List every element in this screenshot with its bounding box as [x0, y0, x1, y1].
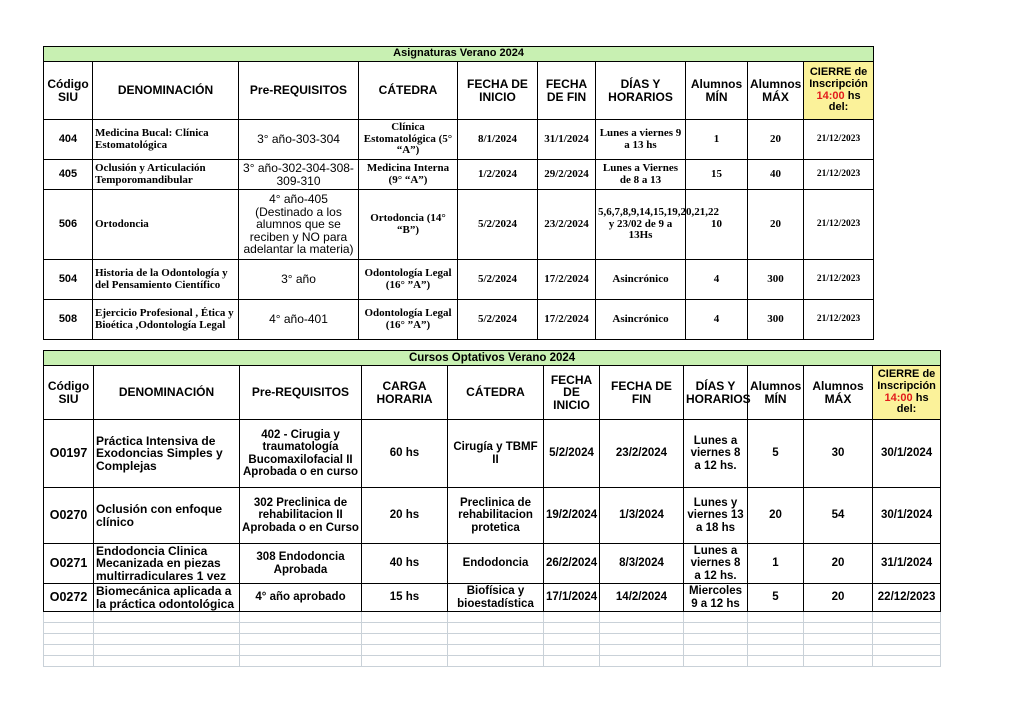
empty-cell — [873, 623, 941, 634]
alumnos-min-cell: 4 — [686, 300, 748, 340]
header-alumnos-min: Alumnos MÍN — [748, 366, 804, 420]
fecha-fin-cell: 1/3/2024 — [600, 488, 684, 544]
empty-cell — [804, 623, 873, 634]
dias-horarios-cell: Asincrónico — [596, 300, 686, 340]
empty-cell — [544, 612, 600, 623]
carga-horaria-cell: 60 hs — [362, 420, 448, 488]
table-row — [44, 300, 874, 340]
codigo-cell: 405 — [44, 160, 93, 190]
prerequisitos-cell: 4° año aprobado — [240, 584, 362, 612]
alumnos-max-cell: 300 — [748, 300, 804, 340]
dias-horarios-cell: Lunes a viernes 8 a 12 hs. — [684, 544, 748, 584]
empty-cell — [448, 623, 544, 634]
table-row — [44, 260, 874, 300]
prerequisitos-cell: 3° año-302-304-308-309-310 — [239, 160, 359, 190]
empty-cell — [240, 612, 362, 623]
denominacion-cell: Oclusión y Articulación Temporomandibular — [93, 160, 239, 190]
alumnos-max-cell: 20 — [748, 120, 804, 160]
empty-cell — [804, 634, 873, 645]
denominacion-cell: Práctica Intensiva de Exodoncias Simples y Complejas — [94, 420, 240, 488]
codigo-cell: 404 — [44, 120, 93, 160]
cierre-cell: 31/1/2024 — [873, 544, 941, 584]
empty-cell — [873, 634, 941, 645]
alumnos-min-cell: 20 — [748, 488, 804, 544]
empty-cell — [600, 623, 684, 634]
empty-cell — [544, 634, 600, 645]
fecha-fin-cell: 29/2/2024 — [538, 160, 596, 190]
table-row — [44, 160, 874, 190]
alumnos-max-cell: 40 — [748, 160, 804, 190]
header-codigo: Código SIU — [44, 366, 94, 420]
carga-horaria-cell: 20 hs — [362, 488, 448, 544]
alumnos-min-cell: 5 — [748, 420, 804, 488]
empty-cell — [544, 656, 600, 667]
prerequisitos-cell: 3° año — [239, 260, 359, 300]
fecha-inicio-cell: 26/2/2024 — [544, 544, 600, 584]
denominacion-cell: Medicina Bucal: Clínica Estomatológica — [93, 120, 239, 160]
empty-cell — [873, 645, 941, 656]
codigo-cell: O0271 — [44, 544, 94, 584]
fecha-inicio-cell: 5/2/2024 — [458, 190, 538, 260]
fecha-inicio-cell: 19/2/2024 — [544, 488, 600, 544]
denominacion-cell: Ortodoncia — [93, 190, 239, 260]
empty-cell — [362, 645, 448, 656]
empty-cell — [240, 623, 362, 634]
denominacion-cell: Oclusión con enfoque clínico — [94, 488, 240, 544]
empty-cell — [94, 612, 240, 623]
header-alumnos-max: Alumnos MÁX — [748, 62, 804, 120]
empty-row — [44, 623, 941, 634]
header-fecha-inicio: FECHA DE INICIO — [458, 62, 538, 120]
empty-cell — [748, 645, 804, 656]
empty-cell — [600, 656, 684, 667]
empty-cell — [448, 612, 544, 623]
fecha-inicio-cell: 5/2/2024 — [458, 260, 538, 300]
alumnos-min-cell: 1 — [748, 544, 804, 584]
prerequisitos-cell: 308 Endodoncia Aprobada — [240, 544, 362, 584]
dias-horarios-cell: Asincrónico — [596, 260, 686, 300]
codigo-cell: O0272 — [44, 584, 94, 612]
empty-cell — [544, 623, 600, 634]
fecha-fin-cell: 14/2/2024 — [600, 584, 684, 612]
header-codigo: Código SIU — [44, 62, 93, 120]
cierre-cell: 21/12/2023 — [804, 300, 874, 340]
fecha-inicio-cell: 5/2/2024 — [544, 420, 600, 488]
empty-row — [44, 612, 941, 623]
catedra-cell: Ortodoncia (14° “B”) — [359, 190, 458, 260]
empty-cell — [804, 645, 873, 656]
empty-cell — [362, 623, 448, 634]
empty-cell — [448, 634, 544, 645]
empty-cell — [684, 612, 748, 623]
dias-horarios-cell: Lunes a viernes 8 a 12 hs. — [684, 420, 748, 488]
table-row — [44, 584, 941, 612]
header-catedra: CÁTEDRA — [448, 366, 544, 420]
cierre-cell: 21/12/2023 — [804, 160, 874, 190]
catedra-cell: Cirugía y TBMF II — [448, 420, 544, 488]
alumnos-max-cell: 20 — [804, 584, 873, 612]
empty-cell — [600, 634, 684, 645]
alumnos-min-cell: 1 — [686, 120, 748, 160]
empty-cell — [94, 623, 240, 634]
denominacion-cell: Biomecánica aplicada a la práctica odontológica — [94, 584, 240, 612]
header-alumnos-min: Alumnos MÍN — [686, 62, 748, 120]
table-title: Cursos Optativos Verano 2024 — [44, 351, 941, 366]
empty-row — [44, 645, 941, 656]
alumnos-min-cell: 15 — [686, 160, 748, 190]
asignaturas-table — [43, 46, 874, 340]
denominacion-cell: Endodoncia Clinica Mecanizada en piezas multirradiculares 1 vez — [94, 544, 240, 584]
empty-cell — [44, 656, 94, 667]
codigo-cell: O0270 — [44, 488, 94, 544]
catedra-cell: Odontología Legal (16° ”A”) — [359, 260, 458, 300]
empty-cell — [873, 656, 941, 667]
fecha-fin-cell: 17/2/2024 — [538, 300, 596, 340]
header-dias-horarios: DÍAS Y HORARIOS — [596, 62, 686, 120]
header-denominacion: DENOMINACIÓN — [94, 366, 240, 420]
codigo-cell: 508 — [44, 300, 93, 340]
catedra-cell: Clínica Estomatológica (5° “A”) — [359, 120, 458, 160]
table-title: Asignaturas Verano 2024 — [44, 47, 874, 62]
empty-cell — [748, 612, 804, 623]
cierre-cell: 22/12/2023 — [873, 584, 941, 612]
dias-horarios-cell: Lunes y viernes 13 a 18 hs — [684, 488, 748, 544]
table-row — [44, 420, 941, 488]
alumnos-min-cell: 4 — [686, 260, 748, 300]
fecha-fin-cell: 17/2/2024 — [538, 260, 596, 300]
header-fecha-inicio: FECHA DE INICIO — [544, 366, 600, 420]
table-row — [44, 190, 874, 260]
empty-cell — [684, 656, 748, 667]
header-fecha-fin: FECHA DE FIN — [600, 366, 684, 420]
denominacion-cell: Ejercicio Profesional , Ética y Bioética ,Odontología Legal — [93, 300, 239, 340]
header-carga-horaria: CARGA HORARIA — [362, 366, 448, 420]
cierre-cell: 30/1/2024 — [873, 420, 941, 488]
empty-cell — [362, 656, 448, 667]
alumnos-min-cell: 10 — [686, 190, 748, 260]
codigo-cell: O0197 — [44, 420, 94, 488]
empty-cell — [362, 612, 448, 623]
cursos-optativos-table — [43, 350, 941, 667]
header-cierre: CIERRE de Inscripción 14:00 hs del: — [873, 366, 941, 420]
alumnos-min-cell: 5 — [748, 584, 804, 612]
empty-cell — [748, 634, 804, 645]
empty-cell — [684, 634, 748, 645]
empty-cell — [240, 645, 362, 656]
prerequisitos-cell: 4° año-401 — [239, 300, 359, 340]
empty-cell — [94, 656, 240, 667]
catedra-cell: Odontología Legal (16° ”A”) — [359, 300, 458, 340]
fecha-inicio-cell: 8/1/2024 — [458, 120, 538, 160]
fecha-inicio-cell: 17/1/2024 — [544, 584, 600, 612]
header-prerequisitos: Pre-REQUISITOS — [240, 366, 362, 420]
alumnos-max-cell: 54 — [804, 488, 873, 544]
empty-row — [44, 656, 941, 667]
catedra-cell: Medicina Interna (9° “A”) — [359, 160, 458, 190]
catedra-cell: Preclinica de rehabilitacion protetica — [448, 488, 544, 544]
catedra-cell: Endodoncia — [448, 544, 544, 584]
prerequisitos-cell: 302 Preclinica de rehabilitacion II Aprobada o en Curso — [240, 488, 362, 544]
dias-horarios-cell: Lunes a viernes 9 a 13 hs — [596, 120, 686, 160]
empty-cell — [44, 645, 94, 656]
empty-cell — [748, 656, 804, 667]
carga-horaria-cell: 40 hs — [362, 544, 448, 584]
prerequisitos-cell: 402 - Cirugia y traumatología Bucomaxilofacial II Aprobada o en curso — [240, 420, 362, 488]
table-row — [44, 488, 941, 544]
fecha-fin-cell: 23/2/2024 — [600, 420, 684, 488]
empty-cell — [44, 634, 94, 645]
empty-cell — [873, 612, 941, 623]
empty-cell — [94, 634, 240, 645]
empty-cell — [362, 634, 448, 645]
empty-cell — [600, 645, 684, 656]
fecha-fin-cell: 23/2/2024 — [538, 190, 596, 260]
cierre-cell: 30/1/2024 — [873, 488, 941, 544]
dias-horarios-cell: Miercoles 9 a 12 hs — [684, 584, 748, 612]
cierre-cell: 21/12/2023 — [804, 260, 874, 300]
catedra-cell: Biofísica y bioestadística — [448, 584, 544, 612]
cierre-cell: 21/12/2023 — [804, 190, 874, 260]
empty-cell — [684, 645, 748, 656]
empty-cell — [600, 612, 684, 623]
empty-cell — [684, 623, 748, 634]
empty-cell — [748, 623, 804, 634]
prerequisitos-cell: 3° año-303-304 — [239, 120, 359, 160]
empty-cell — [804, 656, 873, 667]
empty-cell — [94, 645, 240, 656]
codigo-cell: 504 — [44, 260, 93, 300]
alumnos-max-cell: 20 — [804, 544, 873, 584]
empty-cell — [240, 656, 362, 667]
denominacion-cell: Historia de la Odontología y del Pensamiento Científico — [93, 260, 239, 300]
header-dias-horarios: DÍAS Y HORARIOS — [684, 366, 748, 420]
fecha-inicio-cell: 1/2/2024 — [458, 160, 538, 190]
fecha-fin-cell: 31/1/2024 — [538, 120, 596, 160]
header-cierre: CIERRE de Inscripción 14:00 hs del: — [804, 62, 874, 120]
header-denominacion: DENOMINACIÓN — [93, 62, 239, 120]
alumnos-max-cell: 30 — [804, 420, 873, 488]
prerequisitos-cell: 4° año-405 (Destinado a los alumnos que se reciben y NO para adelantar la materia) — [239, 190, 359, 260]
cierre-cell: 21/12/2023 — [804, 120, 874, 160]
header-fecha-fin: FECHA DE FIN — [538, 62, 596, 120]
header-prerequisitos: Pre-REQUISITOS — [239, 62, 359, 120]
table-row — [44, 544, 941, 584]
dias-horarios-cell: 5,6,7,8,9,14,15,19,20,21,22 y 23/02 de 9 a 13Hs — [596, 190, 686, 260]
empty-row — [44, 634, 941, 645]
carga-horaria-cell: 15 hs — [362, 584, 448, 612]
table-row — [44, 120, 874, 160]
empty-cell — [448, 656, 544, 667]
fecha-inicio-cell: 5/2/2024 — [458, 300, 538, 340]
empty-cell — [544, 645, 600, 656]
codigo-cell: 506 — [44, 190, 93, 260]
header-alumnos-max: Alumnos MÁX — [804, 366, 873, 420]
empty-cell — [44, 623, 94, 634]
dias-horarios-cell: Lunes a Viernes de 8 a 13 — [596, 160, 686, 190]
empty-cell — [44, 612, 94, 623]
header-catedra: CÁTEDRA — [359, 62, 458, 120]
fecha-fin-cell: 8/3/2024 — [600, 544, 684, 584]
alumnos-max-cell: 20 — [748, 190, 804, 260]
empty-cell — [240, 634, 362, 645]
alumnos-max-cell: 300 — [748, 260, 804, 300]
empty-cell — [804, 612, 873, 623]
empty-cell — [448, 645, 544, 656]
